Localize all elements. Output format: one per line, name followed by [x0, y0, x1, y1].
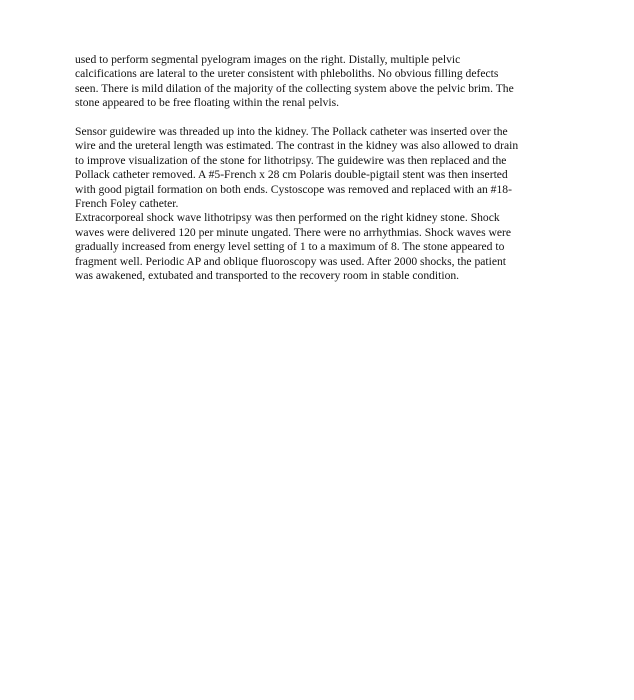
text-line: with good pigtail formation on both ends. Cystoscope was removed and replaced with an #18-: [75, 182, 512, 196]
text-line: stone appeared to be free floating within the renal pelvis.: [75, 96, 339, 110]
text-line: Extracorporeal shock wave lithotripsy was then performed on the right kidney stone. Shock: [75, 211, 500, 225]
text-line: gradually increased from energy level setting of 1 to a maximum of 8. The stone appeared to: [75, 240, 505, 254]
text-line: seen. There is mild dilation of the majority of the collecting system above the pelvic brim. The: [75, 81, 514, 95]
text-line: was awakened, extubated and transported to the recovery room in stable condition.: [75, 269, 460, 283]
text-line: calcifications are lateral to the ureter consistent with phleboliths. No obvious filling defects: [75, 67, 499, 81]
text-line: to improve visualization of the stone for lithotripsy. The guidewire was then replaced and the: [75, 153, 507, 167]
text-line: fragment well. Periodic AP and oblique fluoroscopy was used. After 2000 shocks, the patient: [75, 254, 507, 268]
paragraph-stent-procedure: [75, 125, 565, 211]
text-line: French Foley catheter.: [75, 197, 179, 211]
paragraph-lithotripsy: [75, 211, 565, 283]
text-line: used to perform segmental pyelogram images on the right. Distally, multiple pelvic: [75, 53, 461, 66]
text-line: wire and the ureteral length was estimated. The contrast in the kidney was also allowed to drain: [75, 139, 519, 153]
paragraph-findings: [75, 53, 565, 111]
paragraph-gap: [75, 111, 565, 125]
document-body: [75, 53, 565, 283]
text-line: waves were delivered 120 per minute ungated. There were no arrhythmias. Shock waves were: [75, 225, 511, 239]
text-line: Pollack catheter removed. A #5-French x 28 cm Polaris double-pigtail stent was then inserted: [75, 168, 508, 182]
text-line: Sensor guidewire was threaded up into the kidney. The Pollack catheter was inserted over the: [75, 125, 508, 139]
